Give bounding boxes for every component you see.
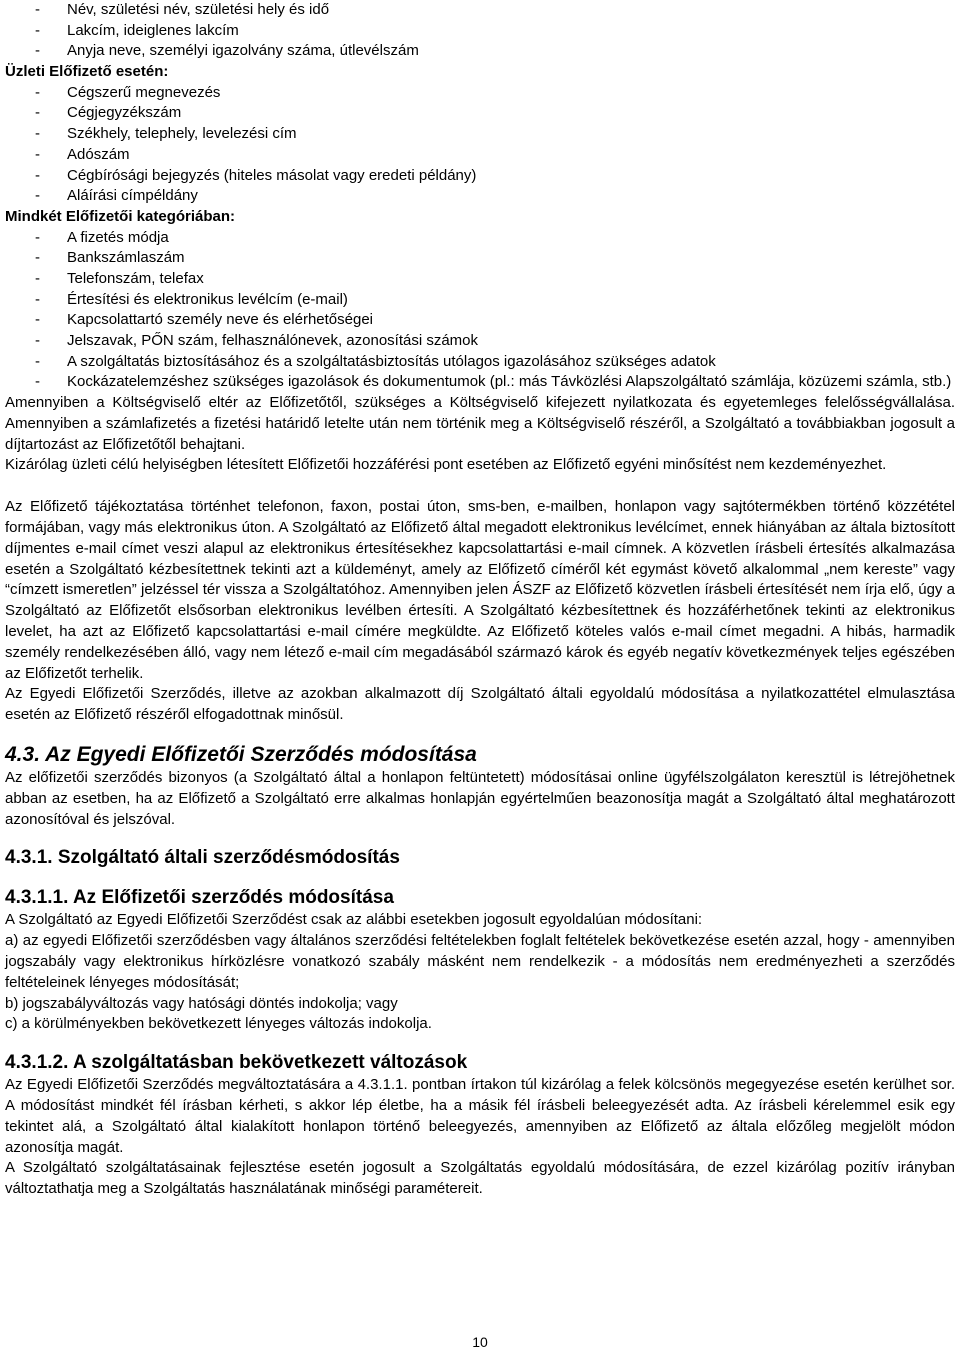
list-item: - Cégszerű megnevezés <box>35 83 221 101</box>
list-item: - Adószám <box>35 145 130 163</box>
paragraph-information: Az Előfizető tájékoztatása történhet telefonon, faxon, postai úton, sms-ben, e-mailben, honlapon vagy sajtótermékben történő közzététel formájában, vagy más elektronikus úton. A Szolgáltató az Előfizető által megadott elektronikus levélcímet, ennek hiányában az általa biztosított díjmentes e-mail címet veszi alapul az elektronikus értesítésekhez kapcsolattartási e-mail címnek. A közvetlen írásbeli értesítés alkalmazása esetén a Szolgáltató kézbesítettnek tekinti azt a küldeményt, amely az Előfizető címéről két egymást követő alkalommal „nem kereste” vagy “címzett ismeretlen” jelzéssel tér vissza a Szolgáltatóhoz. Amennyiben jelen ÁSZF az Előfizető közvetlen írásbeli értesítését nem írja elő, úgy a Szolgáltató az Előfizetőt elsősorban elektronikus levélben értesíti. A Szolgáltató kézbesítettnek és hozzáférhetőnek tekinti az elektronikus levelet, ha azt az Előfizető kapcsolattartási e-mail címére megküldte. Az Előfizető köteles valós e-mail címet megadni. A hibás, harmadik személy rendelkezésében álló, vagy nem létező e-mail cím megadásából származó károk és egyéb negatív következmények teljes egészében az Előfizetőt terhelik. <box>5 498 955 682</box>
paragraph-4-3-1-1-intro: A Szolgáltató az Egyedi Előfizetői Szerződést csak az alábbi esetekben jogosult egyoldalúan módosítani: <box>5 911 703 929</box>
page-number: 10 <box>472 1334 488 1350</box>
list-common-data <box>5 228 955 394</box>
list-business-data <box>5 83 955 207</box>
list-item: - Székhely, telephely, levelezési cím <box>35 125 297 143</box>
paragraph-4-3-1-1-a: a) az egyedi Előfizetői szerződésben vagy általános szerződési feltételekben foglalt feltételek bekövetkezése esetén azzal, hogy - amennyiben jogszabály vagy elektronikus hírközlésre vonatkozó szabály másként nem rendelkezik - a módosítás nem eredményezheti a szerződés feltételeinek lényeges módosítását; <box>5 932 955 991</box>
section-heading-4-3-1-2: 4.3.1.2. A szolgáltatásban bekövetkezett változások <box>5 1052 468 1074</box>
list-item: - Kapcsolattartó személy neve és elérhetőségei <box>35 311 374 329</box>
list-item: - Cégbírósági bejegyzés (hiteles másolat vagy eredeti példány) <box>35 166 477 184</box>
paragraph-4-3-1-2-b: A Szolgáltató szolgáltatásainak fejlesztése esetén jogosult a Szolgáltatás egyoldalú módosítására, de ezzel kizárólag pozitív irányban változtathatja meg a Szolgáltatás használatának minőségi paramétereit. <box>5 1159 955 1198</box>
list-item: - Kockázatelemzéshez szükséges igazolások és dokumentumok (pl.: más Távközlési Alapszolgáltató számlája, közüzemi számla, stb.) <box>35 373 952 391</box>
paragraph-cost-bearer: Amennyiben a Költségviselő eltér az Előfizetőtől, szükséges a Költségviselő kifejezett nyilatkozata és egyetemleges felelősségvállalása. Amennyiben a számlafizetés a fizetési határidő letelte után nem történik meg a Költségviselő részéről, a Szolgáltató a továbbiakban jogosult a díjtartozást az Előfizetőtől behajtani. <box>5 394 955 453</box>
list-item: - A fizetés módja <box>35 228 169 246</box>
list-item: - Anyja neve, személyi igazolvány száma, útlevélszám <box>35 42 419 60</box>
section-heading-4-3: 4.3. Az Egyedi Előfizetői Szerződés módosítása <box>5 743 477 767</box>
paragraph-4-3-1-2-a: Az Egyedi Előfizetői Szerződés megváltoztatására a 4.3.1.1. pontban írtakon túl kizárólag a felek kölcsönös megegyezése esetén kerülhet sor. A módosítást mindkét fél írásban kérheti, s akkor lép életbe, ha a másik fél írásbeli beleegyezését adta. Az írásbeli kérelemmel esik egy tekintet alá, a Szolgáltató által kialakított honlapon történő beleegyezés, amennyiben az Előfizető az általa előzőleg megjelölt módon azonosítja magát. <box>5 1076 955 1156</box>
paragraph-4-3: Az előfizetői szerződés bizonyos (a Szolgáltató által a honlapon feltüntetett) módosításai online ügyfélszolgálaton keresztül is létrejöhetnek abban az esetben, ha az Előfizető a Szolgáltató erre alkalmas honlapján egyértelműen beazonosítja magát a Szolgáltató által meghatározott azonosítóval és jelszóval. <box>5 769 955 828</box>
list-item: - Bankszámlaszám <box>35 249 185 267</box>
section-heading-4-3-1-1: 4.3.1.1. Az Előfizetői szerződés módosítása <box>5 887 394 909</box>
list-private-data <box>5 0 955 62</box>
paragraph-business-only: Kizárólag üzleti célú helyiségben létesített Előfizetői hozzáférési pont esetében az Előfizető egyéni minősítést nem kezdeményezhet. <box>5 456 887 474</box>
paragraph-contract-modification: Az Egyedi Előfizetői Szerződés, illetve az azokban alkalmazott díj Szolgáltató általi egyoldalú módosítása a nyilatkozattétel elmulasztása esetén az Előfizető részéről elfogadottnak minősül. <box>5 685 955 724</box>
list-item: - Jelszavak, PŐN szám, felhasználónevek, azonosítási számok <box>35 332 479 349</box>
paragraph-4-3-1-1-b: b) jogszabályváltozás vagy hatósági döntés indokolja; vagy <box>5 994 398 1012</box>
list-item: - Lakcím, ideiglenes lakcím <box>35 21 239 39</box>
list-item: - Cégjegyzékszám <box>35 104 182 122</box>
both-categories-heading: Mindkét Előfizetői kategóriában: <box>5 207 236 225</box>
list-item: - Értesítési és elektronikus levélcím (e-mail) <box>35 290 348 308</box>
document-page <box>5 0 955 1200</box>
paragraph-4-3-1-1-c: c) a körülményekben bekövetkezett lényeges változás indokolja. <box>5 1015 432 1033</box>
list-item: - Aláírási címpéldány <box>35 187 198 205</box>
list-item: - A szolgáltatás biztosításához és a szolgáltatásbiztosítás utólagos igazolásához szükséges adatok <box>35 352 716 370</box>
business-heading: Üzleti Előfizető esetén: <box>5 63 169 81</box>
list-item: - Telefonszám, telefax <box>35 269 204 287</box>
list-item: - Név, születési név, születési hely és idő <box>35 1 330 18</box>
section-heading-4-3-1: 4.3.1. Szolgáltató általi szerződésmódosítás <box>5 847 400 869</box>
